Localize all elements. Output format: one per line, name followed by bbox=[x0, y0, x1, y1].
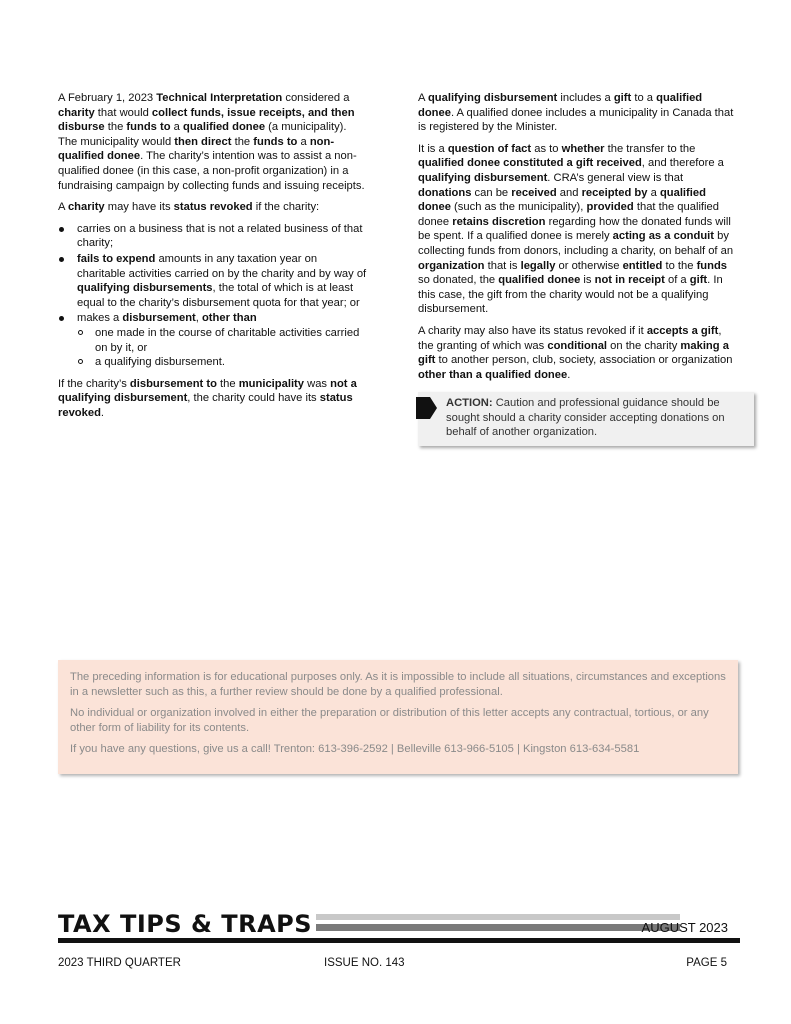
emphasis: qualified donee bbox=[418, 92, 703, 119]
qualifying-disbursement-paragraph bbox=[418, 91, 736, 135]
masthead bbox=[58, 910, 740, 950]
text: , the charity could have its bbox=[187, 392, 320, 405]
text: that is bbox=[484, 259, 521, 272]
emphasis: qualified donee bbox=[418, 186, 706, 214]
text: carries on a business that is not a related business of that charity; bbox=[77, 222, 363, 250]
disclaimer-contact: If you have any questions, give us a call! Trenton: 613-396-2592 | Belleville 613-966-5105 | Kingston 613-634-5581 bbox=[70, 743, 640, 756]
right-column bbox=[418, 91, 736, 446]
emphasis: not a qualifying disbursement bbox=[58, 377, 357, 405]
emphasis: municipality bbox=[238, 377, 305, 390]
sub-list-item: a qualifying disbursement. bbox=[77, 355, 368, 370]
text: , and therefore a bbox=[641, 157, 724, 170]
conclusion-paragraph bbox=[58, 377, 368, 421]
left-column bbox=[58, 91, 368, 427]
list-item bbox=[58, 311, 368, 369]
text: the bbox=[104, 121, 127, 134]
text: on the charity bbox=[607, 339, 681, 352]
question-of-fact-paragraph bbox=[418, 142, 736, 317]
text: the bbox=[231, 135, 254, 148]
emphasis: fails to expend bbox=[77, 252, 156, 265]
emphasis: Technical Interpretation bbox=[156, 92, 283, 104]
text: to another person, club, society, association or organization bbox=[435, 354, 733, 367]
text: and bbox=[556, 186, 582, 199]
footer-issue: ISSUE NO. 143 bbox=[324, 957, 405, 969]
emphasis: status revoked bbox=[173, 201, 253, 214]
emphasis: entitled bbox=[622, 259, 663, 272]
emphasis: received bbox=[511, 186, 557, 199]
footer-page: PAGE 5 bbox=[686, 957, 727, 969]
text: (a municipality). The municipality would bbox=[58, 121, 347, 148]
emphasis: gift bbox=[613, 92, 632, 104]
text: It is a bbox=[418, 142, 448, 155]
emphasis: non-qualified donee bbox=[58, 135, 335, 163]
text: . CRA’s general view is that bbox=[547, 171, 684, 184]
text: . bbox=[100, 406, 105, 419]
sub-list-item: one made in the course of charitable activities carried on by it, or bbox=[77, 326, 368, 355]
emphasis: whether bbox=[561, 142, 605, 155]
revocation-list bbox=[58, 222, 368, 370]
action-label: ACTION: bbox=[446, 397, 493, 410]
intro-paragraph bbox=[58, 91, 368, 193]
masthead-stripe-dark bbox=[316, 924, 680, 931]
emphasis: qualifying disbursement bbox=[418, 171, 548, 184]
disclaimer-box bbox=[58, 660, 738, 774]
emphasis: charity bbox=[67, 201, 105, 214]
footer-quarter: 2023 THIRD QUARTER bbox=[58, 957, 181, 969]
emphasis: legally bbox=[520, 259, 556, 272]
masthead-rule bbox=[58, 938, 740, 943]
emphasis: other than bbox=[201, 312, 257, 325]
text: , the granting of which was bbox=[418, 324, 722, 352]
text: a bbox=[647, 186, 660, 199]
emphasis: gift bbox=[689, 274, 708, 287]
text: to a bbox=[631, 92, 657, 104]
text: A bbox=[418, 92, 428, 104]
text: may have its bbox=[104, 201, 174, 214]
text: the transfer to the bbox=[604, 142, 696, 155]
text: was bbox=[304, 377, 331, 390]
text: as to bbox=[531, 142, 562, 155]
text: or otherwise bbox=[555, 259, 623, 272]
text: can be bbox=[471, 186, 512, 199]
text: that the qualified donee bbox=[418, 201, 719, 228]
disclaimer-education: The preceding information is for educational purposes only. As it is impossible to include all situations, circumstances and exceptions in a newsletter such as this, a further review should be done by a qualified professional. bbox=[70, 671, 726, 698]
emphasis: funds bbox=[696, 259, 728, 272]
text: by collecting funds from donors, including a charity, on behalf of an bbox=[418, 230, 734, 257]
text: the bbox=[216, 377, 239, 390]
text: so donated, the bbox=[418, 274, 499, 287]
text: a bbox=[297, 135, 310, 148]
accepts-gift-paragraph bbox=[418, 324, 736, 382]
emphasis: funds to bbox=[253, 135, 298, 148]
emphasis: funds to bbox=[126, 121, 171, 134]
text: regarding how the donated funds will be spent. If a qualified donee is merely bbox=[418, 215, 731, 243]
emphasis: accepts a gift bbox=[646, 324, 719, 337]
text: . In this case, the gift from the charity would not be a qualifying disbursement. bbox=[418, 274, 723, 316]
text: a bbox=[170, 121, 183, 134]
text: includes a bbox=[557, 92, 614, 104]
emphasis: qualified donee constituted a gift received bbox=[418, 157, 642, 170]
list-item bbox=[58, 252, 368, 310]
emphasis: qualified donee bbox=[183, 121, 266, 134]
emphasis: organization bbox=[418, 259, 485, 272]
text: , the total of which is at least equal to the charity’s disbursement quota for that year; or bbox=[77, 282, 360, 309]
emphasis: question of fact bbox=[447, 142, 532, 155]
emphasis: collect funds, issue receipts, and then disburse bbox=[58, 106, 355, 134]
text: , bbox=[195, 312, 202, 325]
text: A bbox=[58, 201, 68, 214]
sub-list bbox=[77, 326, 368, 370]
emphasis: acting as a conduit bbox=[612, 230, 714, 243]
revocation-intro bbox=[58, 200, 368, 215]
text: to the bbox=[662, 259, 697, 272]
emphasis: qualifying disbursement bbox=[427, 92, 558, 104]
list-item bbox=[58, 222, 368, 251]
text: A charity may also have its status revoked if it bbox=[418, 324, 647, 337]
emphasis: then direct bbox=[174, 135, 232, 148]
masthead-stripe-light bbox=[316, 914, 680, 920]
newsletter-title: TAX TIPS & TRAPS bbox=[58, 910, 313, 938]
emphasis: retains discretion bbox=[452, 215, 546, 228]
emphasis: making a gift bbox=[418, 339, 729, 367]
issue-date: AUGUST 2023 bbox=[641, 920, 728, 935]
text: If the charity’s bbox=[58, 377, 130, 390]
emphasis: disbursement to bbox=[129, 377, 217, 390]
emphasis: donations bbox=[418, 186, 472, 199]
emphasis: not in receipt bbox=[594, 274, 665, 287]
disclaimer-liability: No individual or organization involved in either the preparation or distribution of this letter accepts any contractual, tortious, or any other form of liability for its contents. bbox=[70, 707, 709, 734]
emphasis: provided bbox=[586, 201, 634, 214]
text: . The charity’s intention was to assist a non-qualified donee (in this case, a non-profit organization) in a fundraising campaign by collecting funds and issuing receipts. bbox=[58, 150, 365, 192]
text: . bbox=[567, 368, 571, 381]
action-text: Caution and professional guidance should be sought should a charity consider accepting donations on behalf of another organization. bbox=[446, 397, 725, 439]
text: amounts in any taxation year on charitable activities carried on by the charity and by way of bbox=[77, 252, 367, 280]
action-callout bbox=[418, 392, 754, 446]
emphasis: disbursement bbox=[122, 312, 196, 325]
emphasis: receipted by bbox=[581, 186, 648, 199]
emphasis: qualifying disbursements bbox=[77, 282, 213, 295]
emphasis: qualified donee bbox=[498, 274, 581, 287]
text: of a bbox=[664, 274, 690, 287]
text: is bbox=[580, 274, 595, 287]
text: (such as the municipality), bbox=[450, 201, 587, 214]
text: if the charity: bbox=[252, 201, 320, 214]
emphasis: other than a qualified donee bbox=[418, 368, 568, 381]
text: that would bbox=[94, 106, 152, 119]
text: considered a bbox=[282, 92, 350, 104]
arrow-pointer-icon bbox=[416, 397, 438, 419]
emphasis: charity bbox=[58, 106, 95, 119]
text: A February 1, 2023 bbox=[58, 92, 157, 104]
emphasis: conditional bbox=[547, 339, 608, 352]
emphasis: status revoked bbox=[58, 392, 353, 419]
text: makes a bbox=[77, 312, 123, 325]
text: . A qualified donee includes a municipality in Canada that is registered by the Minister. bbox=[418, 106, 734, 134]
